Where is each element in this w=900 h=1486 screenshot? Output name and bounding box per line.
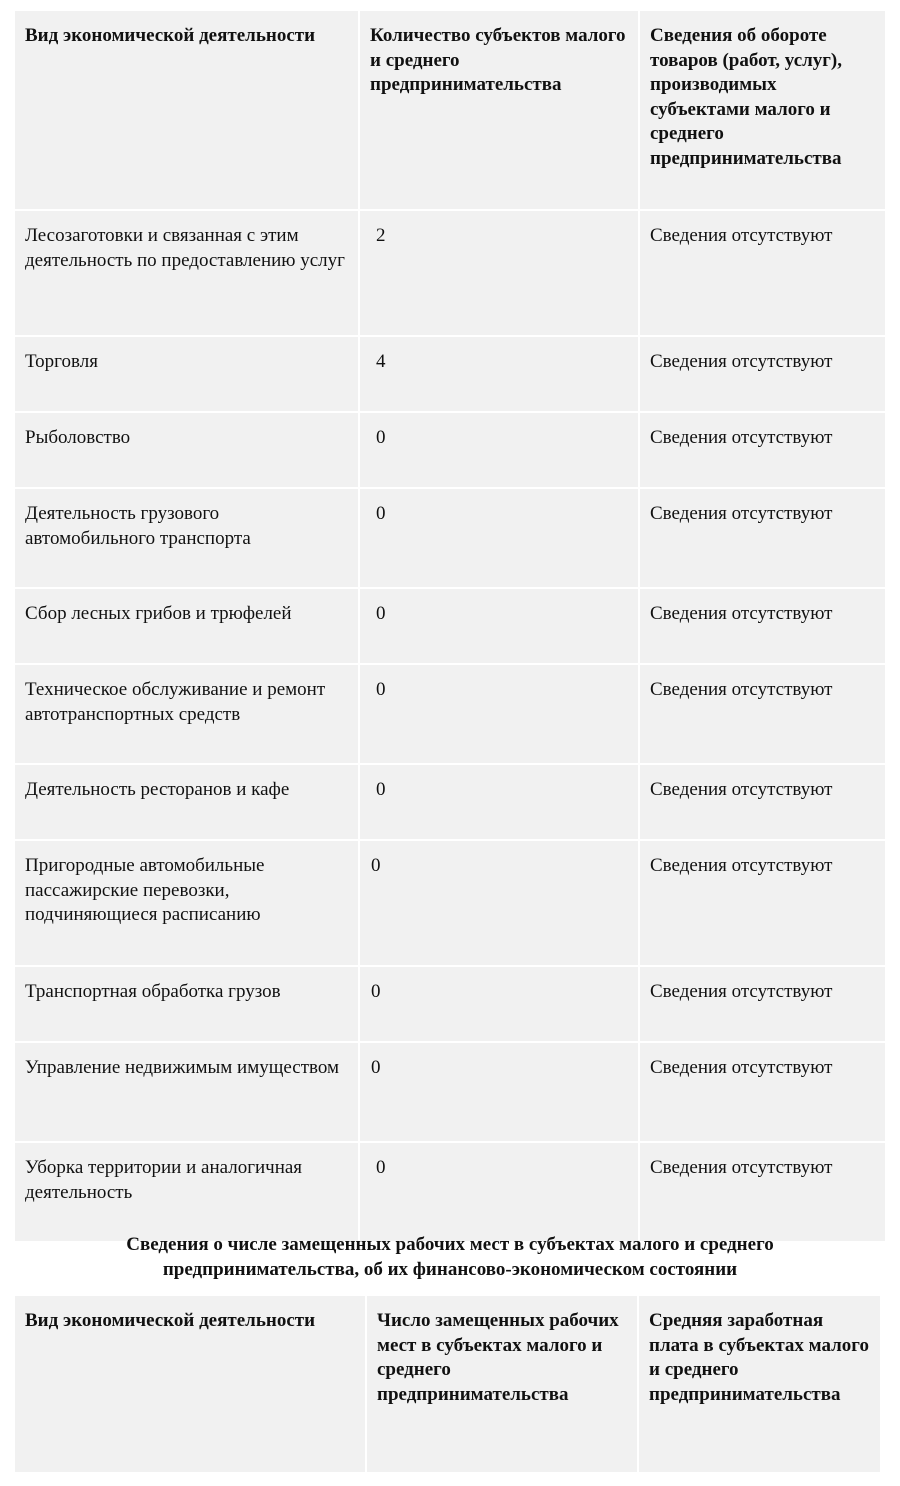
count-cell: 0 — [360, 665, 638, 763]
section-heading-line-1: Сведения о числе замещенных рабочих мест в субъектах малого и среднего — [126, 1234, 774, 1255]
count-cell: 2 — [360, 211, 638, 335]
activity-cell: Рыболовство — [15, 413, 358, 487]
turnover-cell: Сведения отсутствуют — [640, 1143, 885, 1241]
table-row — [15, 211, 885, 335]
activity-cell: Уборка территории и аналогичная деятельность — [15, 1143, 358, 1241]
activity-cell: Техническое обслуживание и ремонт автотранспортных средств — [15, 665, 358, 763]
section-heading — [0, 1232, 900, 1282]
sme-jobs-table — [13, 1294, 882, 1474]
count-cell: 0 — [360, 589, 638, 663]
count-cell: 0 — [360, 967, 638, 1041]
table-row — [15, 489, 885, 587]
activity-cell: Транспортная обработка грузов — [15, 967, 358, 1041]
table-header-row — [15, 11, 885, 209]
activity-cell: Лесозаготовки и связанная с этим деятельность по предоставлению услуг — [15, 211, 358, 335]
activity-cell: Торговля — [15, 337, 358, 411]
turnover-cell: Сведения отсутствуют — [640, 489, 885, 587]
turnover-cell: Сведения отсутствуют — [640, 841, 885, 965]
table-row — [15, 967, 885, 1041]
table-header-row — [15, 1296, 880, 1472]
turnover-cell: Сведения отсутствуют — [640, 413, 885, 487]
header-activity-type: Вид экономической деятельности — [15, 1296, 365, 1472]
count-cell: 0 — [360, 765, 638, 839]
table-row — [15, 589, 885, 663]
header-jobs-count: Число замещенных рабочих мест в субъектах малого и среднего предпринимательства — [367, 1296, 637, 1472]
table-row — [15, 1143, 885, 1241]
table-row — [15, 1043, 885, 1141]
activity-cell: Сбор лесных грибов и трюфелей — [15, 589, 358, 663]
activity-cell: Деятельность ресторанов и кафе — [15, 765, 358, 839]
turnover-cell: Сведения отсутствуют — [640, 211, 885, 335]
turnover-cell: Сведения отсутствуют — [640, 967, 885, 1041]
turnover-cell: Сведения отсутствуют — [640, 765, 885, 839]
header-sme-count: Количество субъектов малого и среднего предпринимательства — [360, 11, 638, 209]
table-row — [15, 665, 885, 763]
activity-cell: Пригородные автомобильные пассажирские перевозки, подчиняющиеся расписанию — [15, 841, 358, 965]
table-row — [15, 765, 885, 839]
turnover-cell: Сведения отсутствуют — [640, 589, 885, 663]
count-cell: 0 — [360, 413, 638, 487]
turnover-cell: Сведения отсутствуют — [640, 665, 885, 763]
header-turnover: Сведения об обороте товаров (работ, услуг), производимых субъектами малого и среднего предпринимательства — [640, 11, 885, 209]
count-cell: 0 — [360, 841, 638, 965]
count-cell: 0 — [360, 489, 638, 587]
sme-count-table — [13, 9, 887, 1243]
count-cell: 0 — [360, 1043, 638, 1141]
section-heading-line-2: предпринимательства, об их финансово-экономическом состоянии — [162, 1259, 738, 1280]
activity-cell: Управление недвижимым имуществом — [15, 1043, 358, 1141]
count-cell: 4 — [360, 337, 638, 411]
table-row — [15, 841, 885, 965]
turnover-cell: Сведения отсутствуют — [640, 337, 885, 411]
activity-cell: Деятельность грузового автомобильного транспорта — [15, 489, 358, 587]
count-cell: 0 — [360, 1143, 638, 1241]
header-activity-type: Вид экономической деятельности — [15, 11, 358, 209]
header-average-salary: Средняя заработная плата в субъектах малого и среднего предпринимательства — [639, 1296, 880, 1472]
table-row — [15, 337, 885, 411]
table-row — [15, 413, 885, 487]
turnover-cell: Сведения отсутствуют — [640, 1043, 885, 1141]
